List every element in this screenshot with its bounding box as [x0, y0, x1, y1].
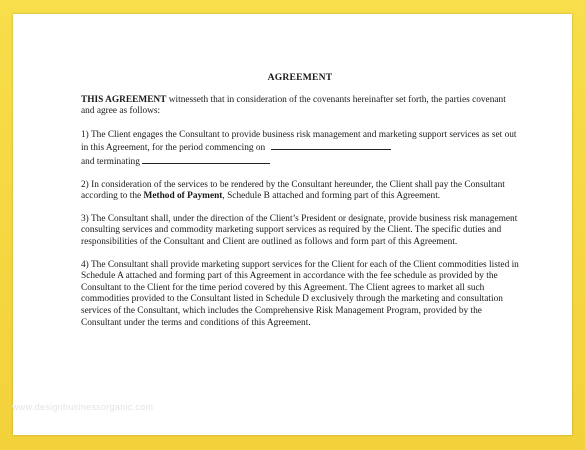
clause-4: 4) The Consultant shall provide marketing support services for the Client for each of the Client commodities listed in Schedule A attached and forming part of this Agreement in accordance with the fee schedule as provided by the Consultant to the Client for the time period covered by this Agreement. The Client agrees to market all such commodities provided to the Consultant listed in Schedule D exclusively through the marketing and consultation services of the Consultant, which includes the Comprehensive Risk Management Program, provided by the Consultant under the terms and conditions of this Agreement. — [81, 259, 519, 328]
intro-paragraph — [81, 95, 519, 118]
clause-2-text-b: , Schedule B attached and forming part of this Agreement. — [222, 191, 441, 202]
terminating-date-blank — [142, 155, 270, 164]
clause-2 — [81, 180, 519, 203]
intro-text: witnesseth that in consideration of the covenants hereinafter set forth, the parties covenant and agree as follows: — [81, 94, 506, 117]
intro-bold-lead: THIS AGREEMENT — [81, 94, 167, 105]
clause-1-text: 1) The Client engages the Consultant to provide business risk management and marketing support services as set out in this Agreement, for the period commencing on — [81, 129, 517, 154]
agreement-body — [81, 72, 519, 340]
clause-1-terminating: and terminating — [81, 156, 140, 167]
clause-2-text-a: 2) In consideration of the services to be rendered by the Consultant hereunder, the Client shall pay the Consultant according to the — [81, 179, 505, 202]
commencing-date-blank — [271, 141, 391, 150]
document-page — [13, 14, 572, 435]
watermark-text: www.designbusinessorganic.com — [12, 402, 154, 412]
clause-3: 3) The Consultant shall, under the direction of the Client’s President or designate, provide business risk management consulting services and commodity marketing support services as required by the Client. The specific duties and responsibilities of the Consultant and Client are outlined as follows and form part of this Agreement. — [81, 213, 518, 247]
agreement-title: AGREEMENT — [267, 72, 333, 83]
clause-1 — [81, 130, 519, 169]
clause-2-bold: Method of Payment — [143, 191, 223, 202]
